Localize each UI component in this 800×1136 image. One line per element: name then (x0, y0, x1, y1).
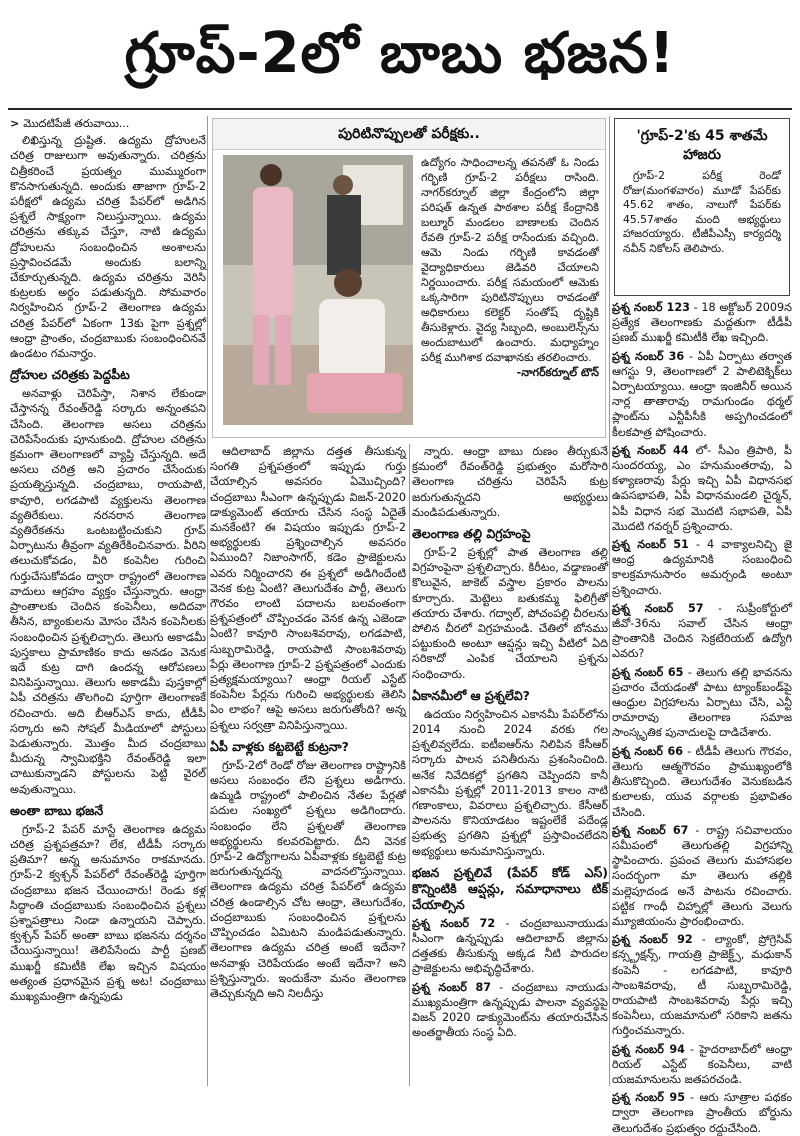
column-4 (612, 300, 793, 1135)
question-label: ప్రశ్న నంబర్ 51 (612, 538, 689, 552)
continued-line (10, 116, 206, 131)
question-text: - తెలుగు తల్లి భావనను ప్రచారం చేయడంతో పాటు ట్యాంక్‌బండ్‌పై ఆంధ్రుల విగ్రహాలను ఏర్పాటు చేసి, ఎన్టీ రామారావు తెలంగాణ సమాజ సాంస్కృతిక పునాదులపై దాడిచేశారు. (612, 665, 792, 740)
paragraph: ఉదయం నిర్వహించిన ఎకానమీ పేపర్‌లోను 2014 నుంచి 2024 వరకు గల ప్రశ్నలివ్వలేదు. ఐటీఐఆర్‌ను నిలిపిన కేసీఆర్ సర్కారు పాలన పనితీరును ప్రశంసించింది. అనేక నివేదికల్లో ప్రగతిని చెప్పిందని కానీ ఎకానమీ ప్రశ్నల్లో 2011-2013 కాలం నాటి గణాంకాలు, వివరాలు ప్రశ్నలిచ్చారు. కేసీఆర్ పాలనను కొనియాడటం ఇష్టంలేకే పదేండ్ల ప్రభుత్వ ప్రగతిని ప్రశ్నల్లో ప్రస్తావించలేదని అభ్యర్థులు అనుమానిస్తున్నారు. (412, 707, 608, 858)
question-item (612, 1090, 792, 1136)
paragraph: న్నారు. ఆంధ్రా బాబు రుణం తీర్చుకునే క్రమంలో రేవంత్‌రెడ్డి ప్రభుత్వం మరోసారి తెలంగాణ చరిత్రను చెరిపేసే కుట్ర జరుగుతున్నదని అభ్యర్థులు మండిపడుతున్నారు. (412, 445, 608, 519)
chevron-right-icon: > (10, 117, 20, 130)
question-text: - ఏపీ ఏర్పాటు తర్వాత ఆగస్టు 9, తెలంగాణలో 2 పాలిటెక్నిక్‌లు ఏర్పాటయ్యాయి. ఆంధ్రా ఇంజినీర్ అయిన నార్ల తాతారావు రామగుండం థర్మల్ ప్లాంట్‌ను ఎన్టీపీసీకి అప్పగించడంలో కీలకపాత్ర పోషించారు. (612, 349, 792, 439)
question-label: ప్రశ్న నంబర్ 66 (612, 744, 684, 758)
box-text: గ్రూప్-2 పరీక్ష రెండో రోజు(మంగళవారం) మూడో పేపర్‌కు 45.62 శాతం, నాలుగో పేపర్‌కు 45.57శాతం మంది అభ్యర్థులు హాజరయ్యారు. టీజీపీఎస్సీ కార్యదర్శి నవీన్ నికోలస్ తెలిపారు. (623, 169, 781, 255)
photo-story-heading: పురిటినొప్పులతో పరీక్షకు.. (213, 119, 605, 150)
column-divider (409, 444, 410, 1086)
question-label: ప్రశ్న నంబర్ 87 (412, 980, 492, 994)
subheading: అంతా బాబు భజనే (10, 802, 104, 818)
paragraph: గ్రూప్-2 ప్రశ్నల్లో పాత తెలంగాణ తల్లి విగ్రహంపైనా ప్రశ్నలిచ్చారు. కిరీటం, వడ్డాణంతో కొలువైన, జాకెట్ వస్త్రాల ప్రకారం పాలను కూర్చారు. మెట్టెలు బతుకమ్మ ఫిలిగ్రీతో తయారు చేశారు. గద్వాల్, పోచంపల్లి చీరలను పోలిన చీరలో విగ్రహమండి. చేతిలో బోనము పట్టుకుంది అంటూ ఆప్షన్లు ఇచ్చి వీటిలో ఏది సరికాదో ఎంపిక చేయాలని ప్రశ్నను సంధించారు. (412, 546, 608, 681)
question-text: - టీడీపీ తెలుగు గౌరవం, తెలుగు ఆత్మగౌరవం ప్రాముఖ్యంలోకి తీసుకొచ్చింది. తెలుగుదేశం వెనుకబడిన కులాలకు, యువ వర్గాలకు ప్రభావితం చేసింది. (612, 744, 792, 819)
headline-rule (8, 108, 792, 110)
question-item (412, 916, 608, 977)
photo-story (212, 118, 606, 438)
column-divider (207, 116, 208, 1086)
question-text: - చంద్రబాబు నాయుడు ముఖ్యమంత్రిగా ఉన్నప్పుడు పాలనా వ్యవస్థపై విజన్ 2020 డాక్యుమెంట్‌ను తయారుచేసిన అంతర్జాతీయ సంస్థ ఏది. (412, 980, 608, 1040)
question-label: ప్రశ్న నంబర్ 44 (612, 443, 689, 457)
box-title: 'గ్రూప్-2'కు 45 శాతమే హాజరు (636, 128, 768, 163)
question-label: ప్రశ్న నంబర్ 72 (412, 916, 496, 930)
subheading: ద్రోహుల చరిత్రకు పెద్దపీట (10, 367, 130, 383)
question-text: - ఆరు సూత్రాల పథకం ద్వారా తెలంగాణ ప్రాంతీయ బోర్డును తెలుగుదేశం ప్రభుత్వం రద్దుచేసింది. (612, 1091, 792, 1135)
question-text: - రాష్ట్ర సచివాలయం సమీపంలో తెలుగుతల్లి విగ్రహాన్ని స్థాపించారు. ప్రపంచ తెలుగు మహాసభల సందర్భంగా మా తెలుగు తల్లికి మల్లెపూదండ అనే పాటను రచించారు. పట్టిక గాంధీ చిహ్నాల్లో తెలుగు వెలుగు మ్యూజియంను ప్రారంభించారు. (612, 823, 792, 928)
question-text: - 18 అక్టోబర్ 2009న ప్రత్యేక తెలంగాణకు మద్దతుగా టీడీపీ ప్రణబ్ ముఖర్జీ కమిటీకి లేఖ ఇచ్చింది. (612, 301, 792, 345)
subheading: భజన ప్రశ్నలివే (పేపర్ కోడ్ ఎస్) కొన్నింటికి ఆప్షన్లు, సమాధానాలు టిక్ చేయాల్సిన (412, 864, 608, 912)
question-label: ప్రశ్న నంబర్ 92 (612, 933, 693, 947)
question-item (612, 443, 792, 534)
question-label: ప్రశ్న నంబర్ 95 (612, 1091, 685, 1105)
question-label: ప్రశ్న నంబర్ 57 (612, 601, 704, 615)
question-item (612, 537, 792, 598)
column-2 (210, 444, 406, 1084)
question-label: ప్రశ్న నంబర్ 123 (612, 301, 690, 314)
question-text: - 4 వాక్యాలనిచ్చి జై ఆంధ్ర ఉద్యమానికి సంబంధించి కాలక్రమానుసారం అమర్చండి అంటూ ప్రశ్నించారు. (612, 538, 792, 597)
subheading: తెలంగాణ తల్లి విగ్రహంపై (412, 526, 531, 542)
question-item (612, 823, 792, 929)
column-1 (10, 116, 206, 1086)
question-item (612, 601, 792, 662)
attendance-box (614, 118, 790, 296)
column-3 (412, 444, 608, 1084)
photo-illustration (223, 155, 413, 425)
question-item (612, 300, 792, 346)
question-text: లో- సీఎం త్రిపాఠి, పీ సుందరయ్య, ఎం హనుమంతరావు, ఏ కళ్యాణరావు పేర్లు ఇచ్చి ఏపీ విధానసభ ఉపసభాపతి, ఏపీ విధానమండలి చైర్మన్, ఏపీ విధాన సభ మొదటి సభాపతి, ఏపీ మొదటి గవర్నర్ ప్రశ్నించారు. (612, 443, 792, 533)
news-photo (223, 155, 413, 425)
paragraph: అనవాళ్లు చెరిపేస్తా, నిశాన లేకుండా చేస్తానన్న రేవంత్‌రెడ్డి సర్కారు అన్నంతపని చేసింది. తెలంగాణ అసలు చరిత్రను చెరిపేసేందుకు పూనుకుంది. ద్రోహుల చరిత్రను క్రమంగా తెలంగాణలో వ్యాప్తి చేస్తున్నది. అదే అసలు చరిత్ర అని ప్రచారం చేసేందుకు ప్రయత్నిస్తున్నది. చంద్రబాబు, రాయపాటి, కావూరి, లగడపాటి వ్యక్తులను తెలంగాణ వ్యతిరేకులు. నరనరాన తెలంగాణ వ్యతిరేకతను ఒంటబట్టించుకుని గ్రూప్ ఏర్పాటును తీవ్రంగా వ్యతిరేకించినవారు. వీరిని తలుచుకోవడం, వీరి కంపెనీల గురించి గుర్తుచేసుకోవడం ద్వారా రాష్ట్రంలో తెలంగాణ వాదులు ఆగ్రహం వ్యక్తం చేస్తున్నారు. ఆంధ్రా ప్రాంతాలకు చెందిన కంపెనీలు, అదిదవా తీసిన, బ్యాంకులను మోసం చేసిన కంపెనీలకు సంబంధించిన ప్రశ్నలిచ్చారు. తెలుగు అకాడమీ పుస్తకాలు ప్రామాణికం కాదు అనడం వెనుక ఇదే కుట్ర దాగి ఉందన్న ఆరోపణలు వినిపిస్తున్నాయి. తెలుగు అకాడమీ పుస్తకాల్లో ఏపీ చరిత్రను తొలగించి పూర్తిగా తెలంగాణకే రచించారు. అది బీఆర్‌ఎస్ కాదు, టీడీపీ సర్కారు అని సోషల్ మీడియాలో పోస్టులు పెడుతున్నారు. మొత్తం మీద చంద్రబాబు మీదున్న స్వామిభక్తిని రేవంత్‌రెడ్డి ఇలా చాటుకున్నాడని పోస్టులను పెట్టి వైరల్ అవుతున్నాయి. (10, 387, 206, 796)
question-item (612, 744, 792, 820)
caption-credit: -నాగర్‌కర్నూల్ టౌన్ (516, 366, 599, 379)
question-label: ప్రశ్న నంబర్ 67 (612, 823, 689, 837)
question-text: - ల్యాంకో, ప్రోగ్రెసివ్ కన్స్ట్రక్షన్స్, గాయత్రి ప్రాజెక్ట్స్, మధుకాన్ కంపెనీ - లగడపాటి, కావూరి సాంబశివరావు, టీ సుబ్బరామిరెడ్డి, రాయపాటి సాంబశివరావు పేర్లు ఇచ్చి కంపెనీలు, యజమానులో సరికాని జతను గుర్తించమన్నారు. (612, 933, 793, 1038)
column-divider (609, 116, 610, 1086)
question-text: - సుప్రీంకోర్టులో జీవో-36ను సవాల్ చేసిన ఆంధ్రా ప్రాంతానికి చెందిన సెక్రటేరియట్ ఉద్యోగి ఎవరు? (612, 601, 793, 661)
photo-caption (421, 155, 599, 429)
continued-label: మొదటిపేజీ తరువాయి... (23, 117, 130, 130)
paragraph: లిఖిస్తున్న ద్రుష్టిత. ఉద్యమ ద్రోహులనే చరిత్ర రాజులుగా అవుతున్నారు. చరిత్రను చిత్రీకరించే ప్రయత్నం ముమ్మురంగా కొనసాగుతున్నది. అందుకు తాజాగా గ్రూప్-2 పరీక్షలో ఉద్యమ చరిత్ర పేపర్‌లో అడిగిన ప్రశ్నలే సాక్ష్యంగా నిలుస్తున్నాయి. ఉద్యమ చరిత్రను తక్కువ చేస్తూ, నాటి ఉద్యమ ద్రోహులను సంబంధించిన అంశాలను ప్రస్తావించడమే అందుకు బలాన్ని చేకూర్చుతున్నది. ఉద్యమ చరిత్రను వెరిసి కుట్రలకు అర్థం పడుతున్నది. సోమవారం నిర్వహించిన గ్రూప్-2 తెలంగాణ ఉద్యమ చరిత్ర పేపర్‌లో ఏకంగా 13కు పైగా ప్రశ్నల్లో ఆంధ్రా ప్రాంతం, చంద్రబాబుకు సంబంధించినవే ఉండటం గమనార్హం. (10, 134, 206, 361)
question-item (612, 349, 792, 440)
question-item (612, 1042, 792, 1088)
paragraph: గ్రూప్-2లో రెండో రోజు తెలంగాణ రాష్ట్రానికి అసలు సంబంధం లేని ప్రశ్నలు అడిగారు. ఉమ్మడి రాష్ట్రంలో పాలించిన నేతల పేర్లతో పదుల సంఖ్యలో ప్రశ్నలు అడిగిందారు. సంబంధం లేని ప్రశ్నలతో తెలంగాణ అభ్యర్థులను కలవరపెట్టారు. దీని వెనక గ్రూప్-2 ఉద్యోగాలను ఏపీవాళ్లకు కట్టబెట్టే కుట్ర జరుగుతున్నదన్న వాదనలొస్తున్నాయి. తెలంగాణ ఉద్యమ చరిత్ర పేపర్‌లో ఉద్యమ చరిత్ర ఉండాల్సిన చోట ఆంధ్రా, తెలుగుదేశం, చంద్రబాబుకు సంబంధించిన ప్రశ్నలను చొప్పించడం ఏమిటని మండిపడుతున్నారు. తెలంగాణ ఉద్యమ చరిత్ర అంటే ఇదేనా? అనవాళ్లు చెరిపేయడం అంటే ఇదేనా? అని ప్రశ్నిస్తున్నారు. ఇందుకేనా మనం తెలంగాణ తెచ్చుకున్నది అని నిలదీస్తు (210, 758, 406, 1000)
question-label: ప్రశ్న నంబర్ 36 (612, 349, 685, 363)
question-text: - హైదరాబాద్‌లో ఆంధ్రా రియల్ ఎస్టేట్ కంపెనీలు, వాటి యజమానులను జతపరచండి. (612, 1042, 792, 1086)
headline: గ్రూప్-2లో బాబు భజన! (124, 21, 676, 86)
question-item (612, 932, 792, 1038)
subheading: ఏపీ వాళ్లకు కట్టబెట్టే కుట్రనా? (210, 738, 349, 754)
paragraph: ఆదిలాబాద్ జిల్లాను దత్తత తీసుకున్న సంగతి ప్రశ్నపత్రంలో ఇప్పుడు గుర్తు చేయాల్సిన అవసరం ఏమొచ్చింది? చంద్రబాబు సీఎంగా ఉన్నప్పుడు విజన్-2020 డాక్యుమెంట్ తయారు చేసిన సంస్థ ఏదైతే మనకేంటి? ఈ విషయం ఇప్పుడు గ్రూప్-2 అభ్యర్థులకు ప్రశ్నించాల్సిన అవసరం ఏముంది? నిజాంసాగర్, కడెం ప్రాజెక్టులను ఎవరు నిర్మించారని ఈ ప్రశ్నలో అడిగిందేంటి వెనక కుట్ర ఏంటి? తెలుగుదేశం పార్టీ, తెలుగు గౌరవం లాంటి పదాలను బలవంతంగా ప్రశ్నపత్రంలో చొప్పించడం వెనక ఉన్న ఎజెండా ఏంటి? కావూరి సాంబశివరావు, లగడపాటి, సుబ్బరామిరెడ్డి, రాయపాటి సాంబశివరావు పేర్లు తెలంగాణ గ్రూప్-2 ప్రశ్నపత్రంలో ఎందుకు ప్రత్యక్షమయ్యాయి? ఆంధ్రా రియల్ ఎస్టేట్ కంపెనీల పేర్లను గురించి అభ్యర్థులకు తెలిసి ఏం లాభం? ఆపై అసలు జరుగుతోంది? అన్న ప్రశ్నలు సర్వత్రా వినిపిస్తున్నాయి. (210, 445, 406, 732)
paragraph: గ్రూప్-2 పేపర్ మాస్టే తెలంగాణ ఉద్యమ చరిత్ర ప్రశ్నపత్రమా? లేక, టీడీపీ సర్కారు ప్రతిమా? అన్న అనుమానం రాకమానదు. గ్రూప్-2 క్వశ్చన్ పేపర్‌లో రేవంత్‌రెడ్డి పూర్తిగా చంద్రబాబు భజన చేయించారు! రెండు కళ్ల సిద్ధాంతి చంద్రబాబుకు సంబంధించిన ప్రశ్నలు ప్రశ్నాపత్రాలు నిండా ఉన్నాయని చెప్పారు. క్వశ్చన్ పేపర్ అంతా బాబు భజనను దర్శనం చేయిస్తున్నాయి! తెలిపేసేందు పార్టీ ప్రణబ్ ముఖర్జీ కమిటీకి లేఖ ఇచ్చిన విషయం అత్యంత ప్రధానమైన ప్రశ్న అట! చంద్రబాబు ముఖ్యమంత్రిగా ఉన్నపుడు (10, 822, 206, 1003)
caption-text: ఉద్యోగం సాధించాలన్న తపనతో ఓ నిండు గర్భిణి గ్రూప్-2 పరీక్షలు రాసింది. నాగర్‌కర్నూల్ జిల్లా కేంద్రంలోని జిల్లా పరిషత్ ఉన్నత పాఠశాల పరీక్ష కేంద్రానికి బల్మూర్ మండలం బాణాలకు చెందిన రేవతి గ్రూప్-2 పరీక్ష రాసేందుకు వచ్చింది. ఆమె నిండు గర్భిణి కావడంతో వైద్యాధికారులు జెడివరి చేయాలని నిర్ణయించారు. పరీక్ష సమయంలో ఆమెకు ఒక్కసారిగా పురిటినొప్పులు రావడంతో అధికారులు కలెక్టర్ సంతోష్ దృష్టికి తీసుకెళ్లారు. వైద్య సిబ్బంది, అంబులెన్స్‌ను అందుబాటులో ఉంచారు. మధ్యాహ్నం పరీక్ష ముగిశాక దవాఖానకు తరలించారు. (421, 156, 599, 364)
question-label: ప్రశ్న నంబర్ 65 (612, 665, 684, 679)
question-item (412, 980, 608, 1041)
question-label: ప్రశ్న నంబర్ 94 (612, 1042, 685, 1056)
question-text: - చంద్రబాబునాయుడు సీఎంగా ఉన్నప్పుడు ఆదిలాబాద్ జిల్లాను దత్తతకు తీసుకున్న అక్కడ నీటి పారుదల ప్రాజెక్టులను అభివృద్ధిచేశారు. (412, 916, 609, 976)
question-item (612, 665, 792, 741)
subheading: ఏకానమీలో ఆ ప్రశ్నలేవి? (412, 687, 530, 703)
